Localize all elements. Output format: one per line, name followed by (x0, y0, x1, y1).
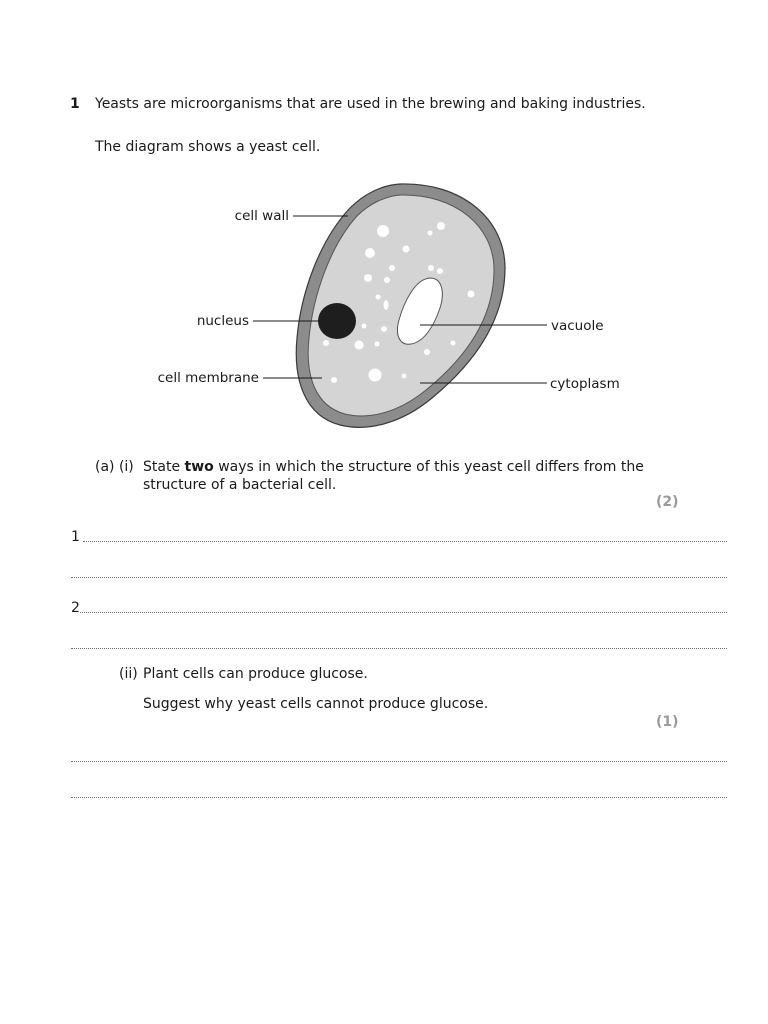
part-a-i-text-before: State (143, 459, 185, 475)
answer-line-3b[interactable] (71, 797, 727, 798)
answer-line-2a[interactable] (80, 612, 727, 613)
answer-number-2: 2 (71, 600, 80, 616)
answer-line-1a[interactable] (83, 541, 727, 542)
diagram-caption: The diagram shows a yeast cell. (95, 139, 321, 155)
label-cell-wall: cell wall (234, 208, 289, 224)
nucleus (318, 303, 356, 339)
part-a-i-label: (a) (i) (95, 459, 134, 475)
part-a-ii-line1: Plant cells can produce glucose. (143, 666, 368, 682)
answer-number-1: 1 (71, 529, 80, 545)
part-a-ii-line2: Suggest why yeast cells cannot produce glucose. (143, 696, 489, 712)
part-a-i-text-bold: two (184, 459, 214, 475)
answer-line-3a[interactable] (71, 761, 727, 762)
part-a-ii-marks: (1) (656, 714, 679, 730)
question-intro: Yeasts are microorganisms that are used in the brewing and baking industries. (95, 96, 646, 112)
part-a-i-question-line2: structure of a bacterial cell. (143, 477, 337, 493)
answer-line-2b[interactable] (71, 648, 727, 649)
label-cell-membrane: cell membrane (157, 370, 259, 386)
part-a-i-text-after: ways in which the structure of this yeast cell differs from the (213, 459, 644, 475)
label-cytoplasm: cytoplasm (550, 376, 620, 392)
label-nucleus: nucleus (196, 313, 249, 329)
label-vacuole: vacuole (551, 318, 604, 334)
part-a-ii-label: (ii) (119, 666, 138, 682)
part-a-i-question (143, 458, 644, 476)
answer-line-1b[interactable] (71, 577, 727, 578)
question-number: 1 (70, 96, 80, 112)
part-a-i-marks: (2) (656, 494, 679, 510)
